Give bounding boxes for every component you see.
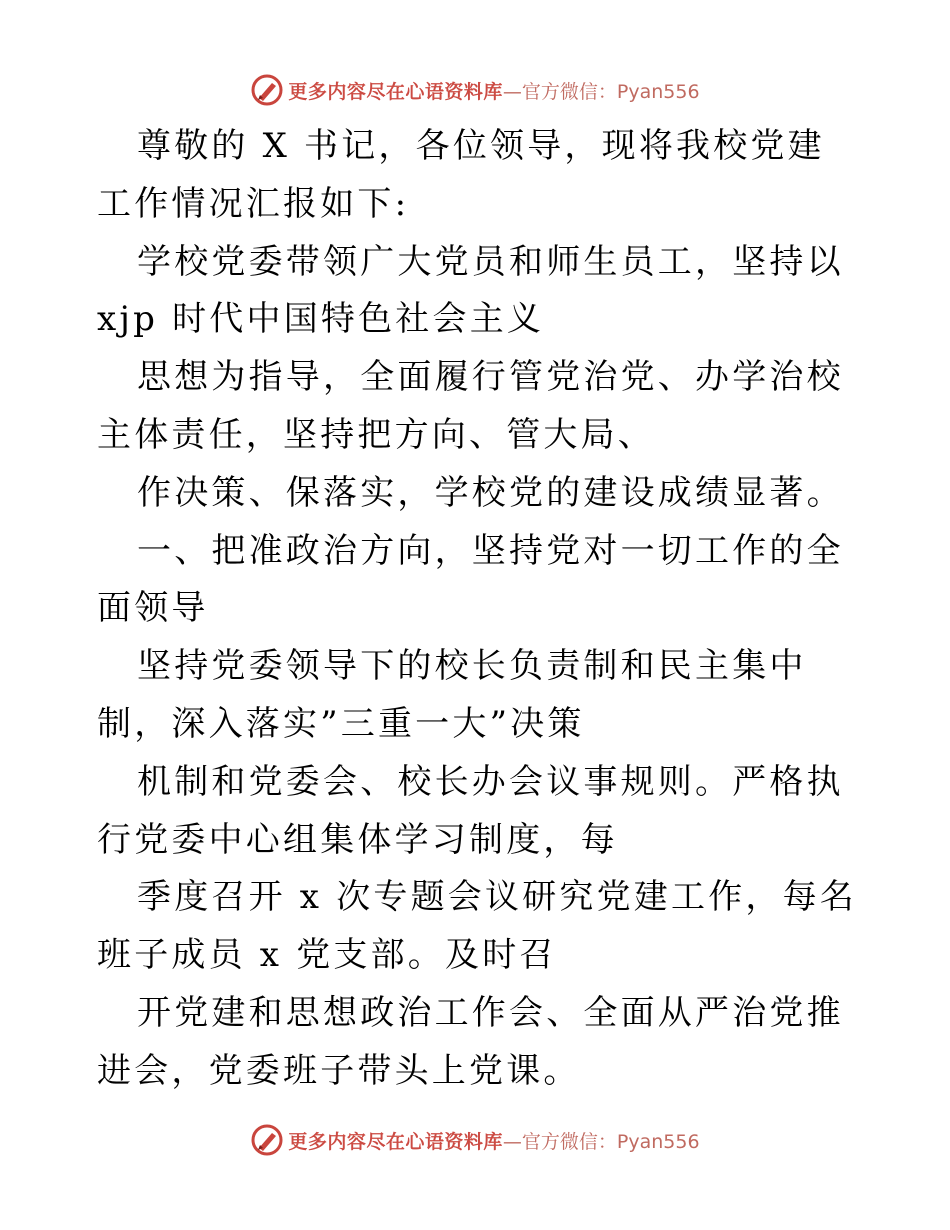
footer-banner (0, 1118, 950, 1162)
banner-title: 更多内容尽在心语资料库 (288, 1130, 503, 1153)
pen-seal-icon (250, 1123, 284, 1157)
paragraph: 思想为指导，全面履行管党治党、办学治校主体责任，坚持把方向、管大局、 (97, 357, 844, 455)
banner-title: 更多内容尽在心语资料库 (288, 80, 503, 103)
paragraph: 学校党委带领广大党员和师生员工，坚持以 xjp 时代中国特色社会主义 (97, 241, 844, 340)
banner-wechat: —官方微信：Pyan556 (502, 1130, 700, 1153)
document-body (97, 118, 857, 1101)
paragraph: 季度召开 x 次专题会议研究党建工作，每名班子成员 x 党支部。及时召 (97, 877, 857, 976)
paragraph: 作决策、保落实，学校党的建设成绩显著。 (137, 472, 844, 513)
section-heading: 一、把准政治方向，坚持党对一切工作的全面领导 (97, 530, 844, 629)
banner-wechat: —官方微信：Pyan556 (502, 80, 700, 103)
paragraph: 尊敬的 X 书记，各位领导，现将我校党建工作情况汇报如下: (97, 126, 825, 224)
paragraph: 开党建和思想政治工作会、全面从严治党推进会，党委班子带头上党课。 (97, 992, 844, 1091)
pen-seal-icon (250, 73, 284, 107)
paragraph: 机制和党委会、校长办会议事规则。严格执行党委中心组集体学习制度，每 (97, 761, 844, 860)
paragraph: 坚持党委领导下的校长负责制和民主集中制，深入落实”三重一大”决策 (97, 646, 807, 744)
header-banner (0, 68, 950, 112)
